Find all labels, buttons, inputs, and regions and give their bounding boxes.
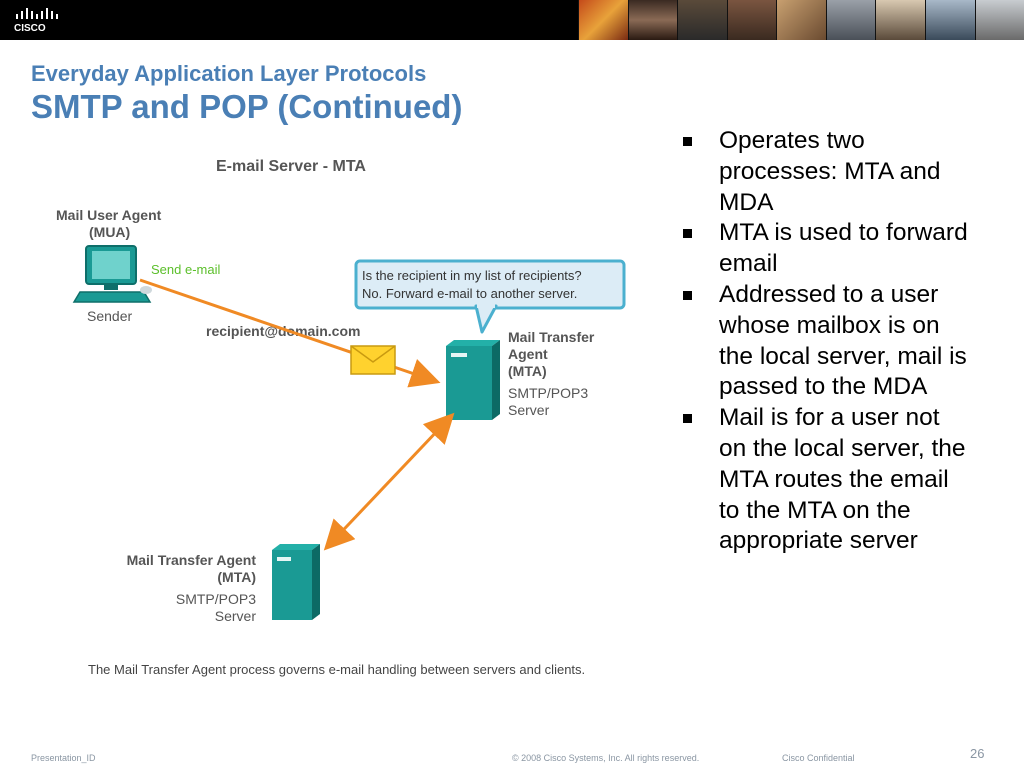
mta1-server: Server bbox=[508, 402, 550, 418]
header-photo bbox=[975, 0, 1024, 40]
sender-label: Sender bbox=[87, 308, 133, 324]
header-photo bbox=[628, 0, 678, 40]
mua-label: Mail User Agent bbox=[56, 207, 162, 223]
page-number: 26 bbox=[970, 746, 985, 761]
header-photo-strip bbox=[578, 0, 1024, 40]
bullet-text: MTA is used to forward email bbox=[719, 219, 968, 278]
bullet-text: Addressed to a user whose mailbox is on the local server, mail is passed to the MDA bbox=[719, 280, 967, 401]
mta-transfer-arrow bbox=[330, 428, 440, 544]
bubble-question: Is the recipient in my list of recipients? bbox=[362, 268, 582, 283]
diagram-heading: E-mail Server - MTA bbox=[216, 158, 366, 175]
header-photo bbox=[826, 0, 876, 40]
mta2-abbrev: (MTA) bbox=[217, 569, 256, 585]
bullet-marker bbox=[683, 137, 692, 146]
mta2-title: Mail Transfer Agent bbox=[126, 552, 256, 568]
bullet-text: Operates two processes: MTA and MDA bbox=[719, 127, 941, 216]
bullet-marker bbox=[683, 291, 692, 300]
envelope-icon bbox=[351, 346, 395, 374]
confidential-label: Cisco Confidential bbox=[782, 753, 855, 763]
presentation-id: Presentation_ID bbox=[31, 753, 96, 763]
send-email-label: Send e-mail bbox=[151, 262, 221, 277]
bullet-marker bbox=[683, 414, 692, 423]
cisco-logo bbox=[14, 6, 74, 34]
bullet-text: Mail is for a user not on the local server, the MTA routes the email to the MTA on the appropriate server bbox=[719, 404, 966, 555]
bullet-item bbox=[683, 126, 973, 218]
diagram-caption: The Mail Transfer Agent process governs e-mail handling between servers and clients. bbox=[88, 662, 586, 677]
mta1-abbrev: (MTA) bbox=[508, 363, 547, 379]
bubble-answer: No. Forward e-mail to another server. bbox=[362, 286, 578, 301]
bullet-item bbox=[683, 403, 973, 557]
bullet-list bbox=[683, 126, 973, 557]
server-icon bbox=[446, 340, 500, 420]
computer-icon bbox=[74, 246, 152, 302]
header-photo bbox=[875, 0, 925, 40]
header-bar bbox=[0, 0, 1024, 40]
header-photo bbox=[727, 0, 777, 40]
server-icon bbox=[272, 544, 320, 620]
mta1-protocol: SMTP/POP3 bbox=[508, 385, 589, 401]
header-photo bbox=[578, 0, 628, 40]
bullet-item bbox=[683, 280, 973, 403]
header-photo bbox=[925, 0, 975, 40]
mua-label-abbrev: (MUA) bbox=[89, 224, 131, 240]
slide-title: SMTP and POP (Continued) bbox=[31, 88, 463, 125]
slide-subtitle: Everyday Application Layer Protocols bbox=[31, 61, 427, 86]
bullet-item bbox=[683, 218, 973, 280]
bullet-marker bbox=[683, 229, 692, 238]
copyright: © 2008 Cisco Systems, Inc. All rights reserved. bbox=[512, 753, 700, 763]
mta2-server: Server bbox=[214, 608, 256, 624]
mta2-protocol: SMTP/POP3 bbox=[175, 591, 256, 607]
cisco-logo-text: CISCO bbox=[14, 23, 46, 34]
header-photo bbox=[677, 0, 727, 40]
recipient-address: recipient@domain.com bbox=[206, 323, 361, 339]
header-photo bbox=[776, 0, 826, 40]
mta1-title: Mail Transfer bbox=[508, 329, 595, 345]
mta1-title-cont: Agent bbox=[508, 346, 548, 362]
email-mta-diagram bbox=[40, 140, 640, 690]
